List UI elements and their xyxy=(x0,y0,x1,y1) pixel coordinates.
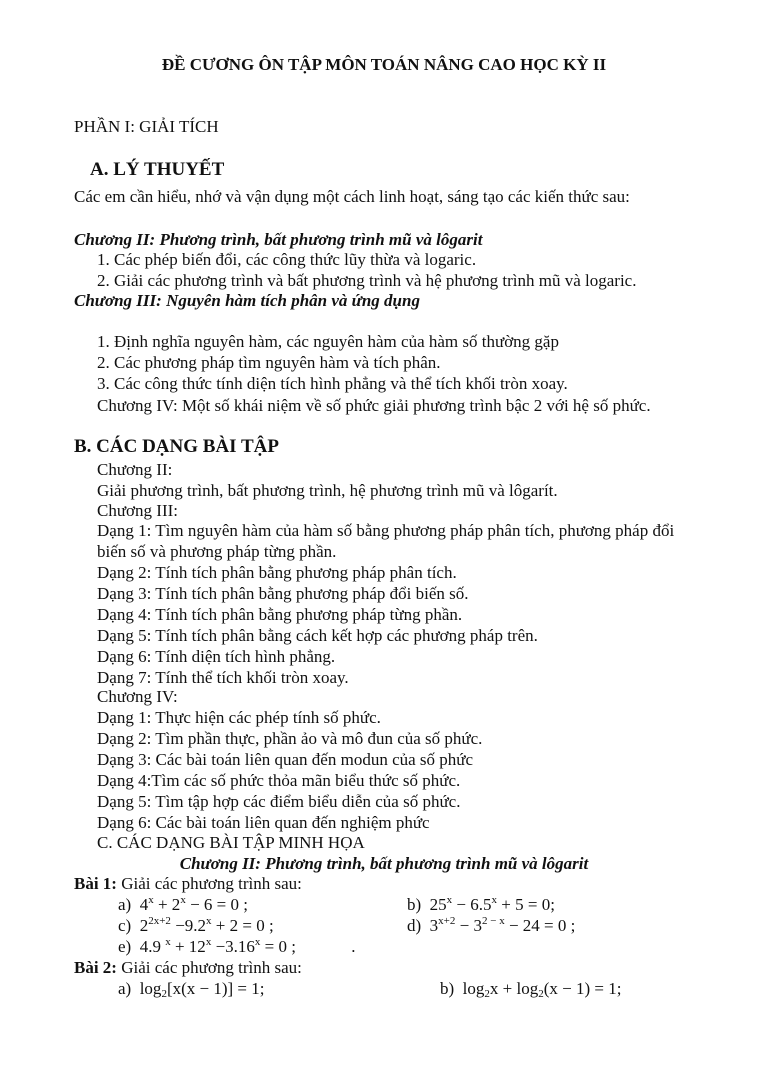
section-b-heading: B. CÁC DẠNG BÀI TẬP xyxy=(74,436,279,457)
exercise-item: Dạng 4:Tìm các số phức thỏa mãn biểu thức số phức. xyxy=(97,771,461,790)
exercise-item: Dạng 3: Tính tích phân bằng phương pháp đổi biến số. xyxy=(97,584,469,603)
exercise-item: Dạng 4: Tính tích phân bằng phương pháp từng phần. xyxy=(97,605,463,624)
section-c-heading: C. CÁC DẠNG BÀI TẬP MINH HỌA xyxy=(97,833,365,852)
example-chapter-2-heading: Chương II: Phương trình, bất phương trình mũ và lôgarit xyxy=(179,854,589,873)
theory-chapter-2-heading: Chương II: Phương trình, bất phương trình mũ và lôgarit xyxy=(74,230,483,249)
exercise-item: Dạng 1: Tìm nguyên hàm của hàm số bằng phương pháp phân tích, phương pháp đổi xyxy=(97,521,675,540)
exercise-item: biến số và phương pháp từng phần. xyxy=(97,542,337,561)
exercise-1-instruction: Giải các phương trình sau: xyxy=(116,874,302,893)
exercise-chapter-2-label: Chương II: xyxy=(97,460,173,479)
exercise-item: Dạng 5: Tính tích phân bằng cách kết hợp các phương pháp trên. xyxy=(97,626,538,645)
exercise-item: Dạng 3: Các bài toán liên quan đến modun của số phức xyxy=(97,750,474,769)
exercise-chapter-2-text: Giải phương trình, bất phương trình, hệ phương trình mũ và lôgarít. xyxy=(97,481,558,500)
exercise-item: Dạng 6: Các bài toán liên quan đến nghiệm phức xyxy=(97,813,430,832)
part-heading: PHẦN I: GIẢI TÍCH xyxy=(74,117,219,136)
equation-1b: b) $25^x - 6.5^x + 5 = 0$; xyxy=(407,894,555,914)
exercise-1 xyxy=(74,873,302,895)
exercise-1-label: Bài 1: xyxy=(74,874,117,893)
theory-chapter-2-item: 2. Giải các phương trình và bất phương trình và hệ phương trình mũ và logaric. xyxy=(97,271,637,290)
equation-1d: d) $3^{x+2} - 3^{2 - x} - 24 = 0$ ; xyxy=(407,915,576,935)
exercise-item: Dạng 2: Tính tích phân bằng phương pháp phân tích. xyxy=(97,563,457,582)
theory-chapter-3-heading: Chương III: Nguyên hàm tích phân và ứng dụng xyxy=(74,291,420,310)
exercise-chapter-3-label: Chương III: xyxy=(97,501,178,520)
theory-chapter-3-item: 1. Định nghĩa nguyên hàm, các nguyên hàm của hàm số thường gặp xyxy=(97,332,559,351)
exercise-item: Dạng 5: Tìm tập hợp các điểm biểu diễn của số phức. xyxy=(97,792,461,811)
exercise-item: Dạng 7: Tính thể tích khối tròn xoay. xyxy=(97,668,349,687)
theory-chapter-3-item: 3. Các công thức tính diện tích hình phẳng và thể tích khối tròn xoay. xyxy=(97,374,568,393)
section-a-intro: Các em cần hiểu, nhớ và vận dụng một cách linh hoạt, sáng tạo các kiến thức sau: xyxy=(74,187,630,206)
theory-chapter-2-item: 1. Các phép biến đổi, các công thức lũy thừa và logaric. xyxy=(97,250,477,269)
document-title: ĐỀ CƯƠNG ÔN TẬP MÔN TOÁN NÂNG CAO HỌC KỲ II xyxy=(161,55,607,74)
theory-chapter-4-line: Chương IV: Một số khái niệm về số phức giải phương trình bậc 2 với hệ số phức. xyxy=(97,396,651,415)
equation-2a: a) $\log_2[x(x - 1)] = 1$; xyxy=(118,979,265,1000)
equation-1e: e) 4.9 $^x + 12^x -3.16^x = 0$ ; . xyxy=(118,936,356,956)
exercise-item: Dạng 2: Tìm phần thực, phần ảo và mô đun của số phức. xyxy=(97,729,483,748)
exercise-2-label: Bài 2: xyxy=(74,958,117,977)
exercise-item: Dạng 1: Thực hiện các phép tính số phức. xyxy=(97,708,381,727)
equation-1a: a) $4^x + 2^x - 6 = 0$ ; xyxy=(118,894,248,914)
exercise-item: Dạng 6: Tính diện tích hình phẳng. xyxy=(97,647,336,666)
exercise-chapter-4-label: Chương IV: xyxy=(97,687,178,706)
equation-1c: c) $2^{2x+2} -9.2^x + 2 = 0$ ; xyxy=(118,915,274,935)
equation-2b: b) $\log_2x + \log_2(x - 1) = 1$; xyxy=(440,979,622,1000)
section-a-heading: A. LÝ THUYẾT xyxy=(90,159,225,180)
theory-chapter-3-item: 2. Các phương pháp tìm nguyên hàm và tích phân. xyxy=(97,353,441,372)
exercise-2-instruction: Giải các phương trình sau: xyxy=(116,958,302,977)
exercise-2 xyxy=(74,957,302,979)
